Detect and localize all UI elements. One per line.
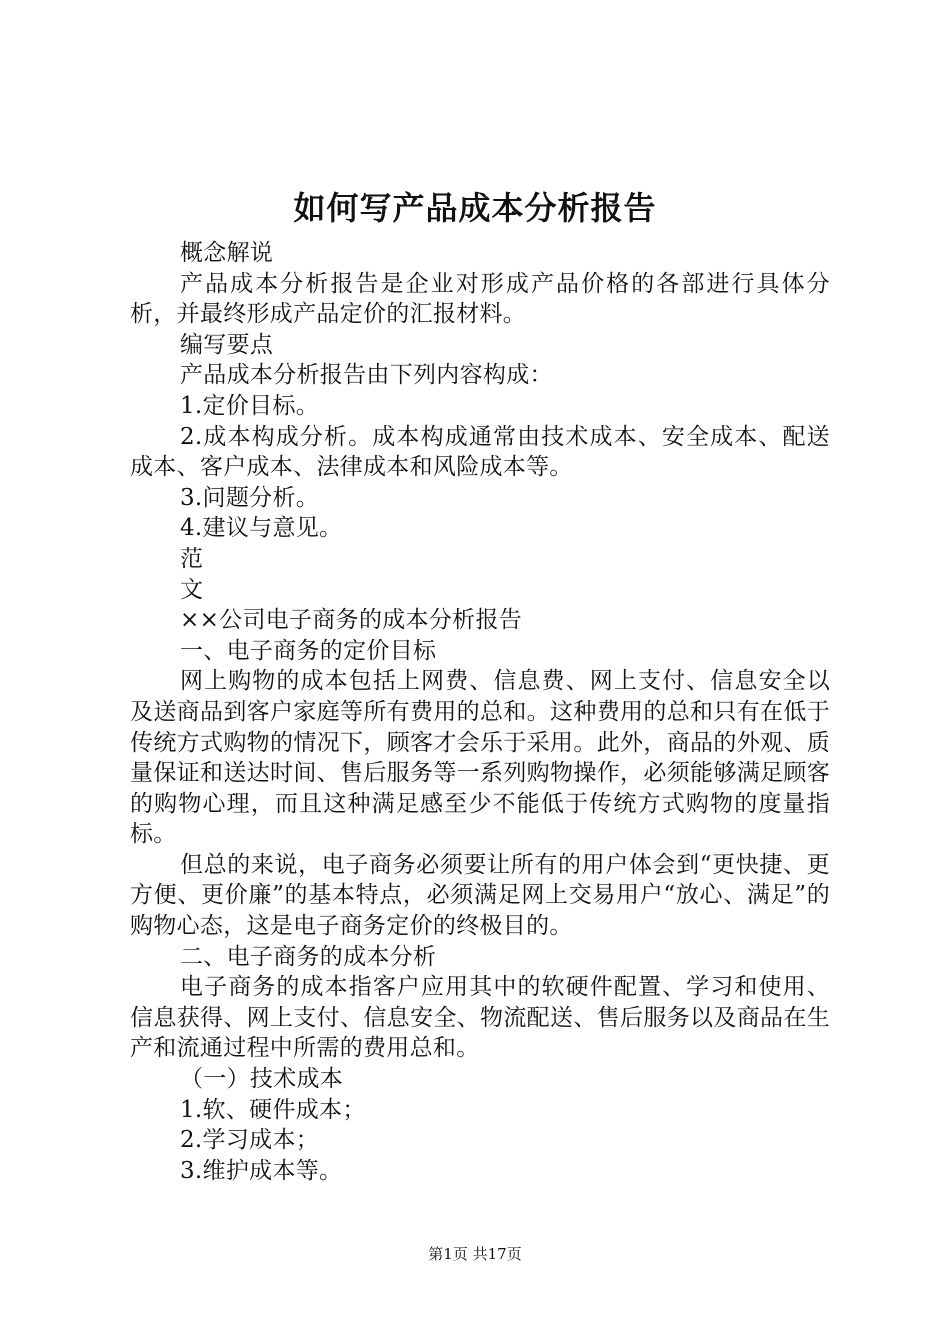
list-item: 1.软、硬件成本； [180,1096,366,1123]
document-title: 如何写产品成本分析报告 [293,189,657,227]
list-item: 2.学习成本； [180,1127,320,1154]
document-body [130,238,830,1186]
paragraph: 产品成本分析报告是企业对形成产品价格的各部进行具体分析，并最终形成产品定价的汇报材料。 [130,270,830,328]
section-heading: 一、电子商务的定价目标 [180,637,437,664]
paragraph: 编写要点 [180,331,274,358]
paragraph: 概念解说 [180,240,274,266]
subsection-heading: （一）技术成本 [180,1066,344,1093]
paragraph: 但总的来说，电子商务必须要让所有的用户体会到“更快捷、更方便、更价廉”的基本特点，必须满足网上交易用户“放心、满足”的购物心态，这是电子商务定价的终极目的。 [130,851,830,940]
page-footer: 第1页 共17页 [428,1245,522,1263]
paragraph: ××公司电子商务的成本分析报告 [180,607,523,634]
paragraph: 网上购物的成本包括上网费、信息费、网上支付、信息安全以及送商品到客户家庭等所有费用的总和。这种费用的总和只有在低于传统方式购物的情况下，顾客才会乐于采用。此外，商品的外观、质量保证和送达时间、售后服务等一系列购物操作，必须能够满足顾客的购物心理，而且这种满足感至少不能低于传统方式购物的度量指标。 [130,668,830,848]
paragraph: 2.成本构成分析。成本构成通常由技术成本、安全成本、配送成本、客户成本、法律成本和风险成本等。 [130,423,830,481]
list-item: 3.维护成本等。 [180,1157,343,1184]
paragraph: 电子商务的成本指客户应用其中的软硬件配置、学习和使用、信息获得、网上支付、信息安全、物流配送、售后服务以及商品在生产和流通过程中所需的费用总和。 [130,974,830,1062]
paragraph: 1.定价目标。 [180,392,320,419]
paragraph: 产品成本分析报告由下列内容构成： [180,362,553,389]
paragraph: 范 [180,545,204,572]
paragraph: 3.问题分析。 [180,484,320,511]
paragraph: 4.建议与意见。 [180,515,343,542]
section-heading: 二、电子商务的成本分析 [180,943,437,970]
paragraph: 文 [180,576,204,603]
